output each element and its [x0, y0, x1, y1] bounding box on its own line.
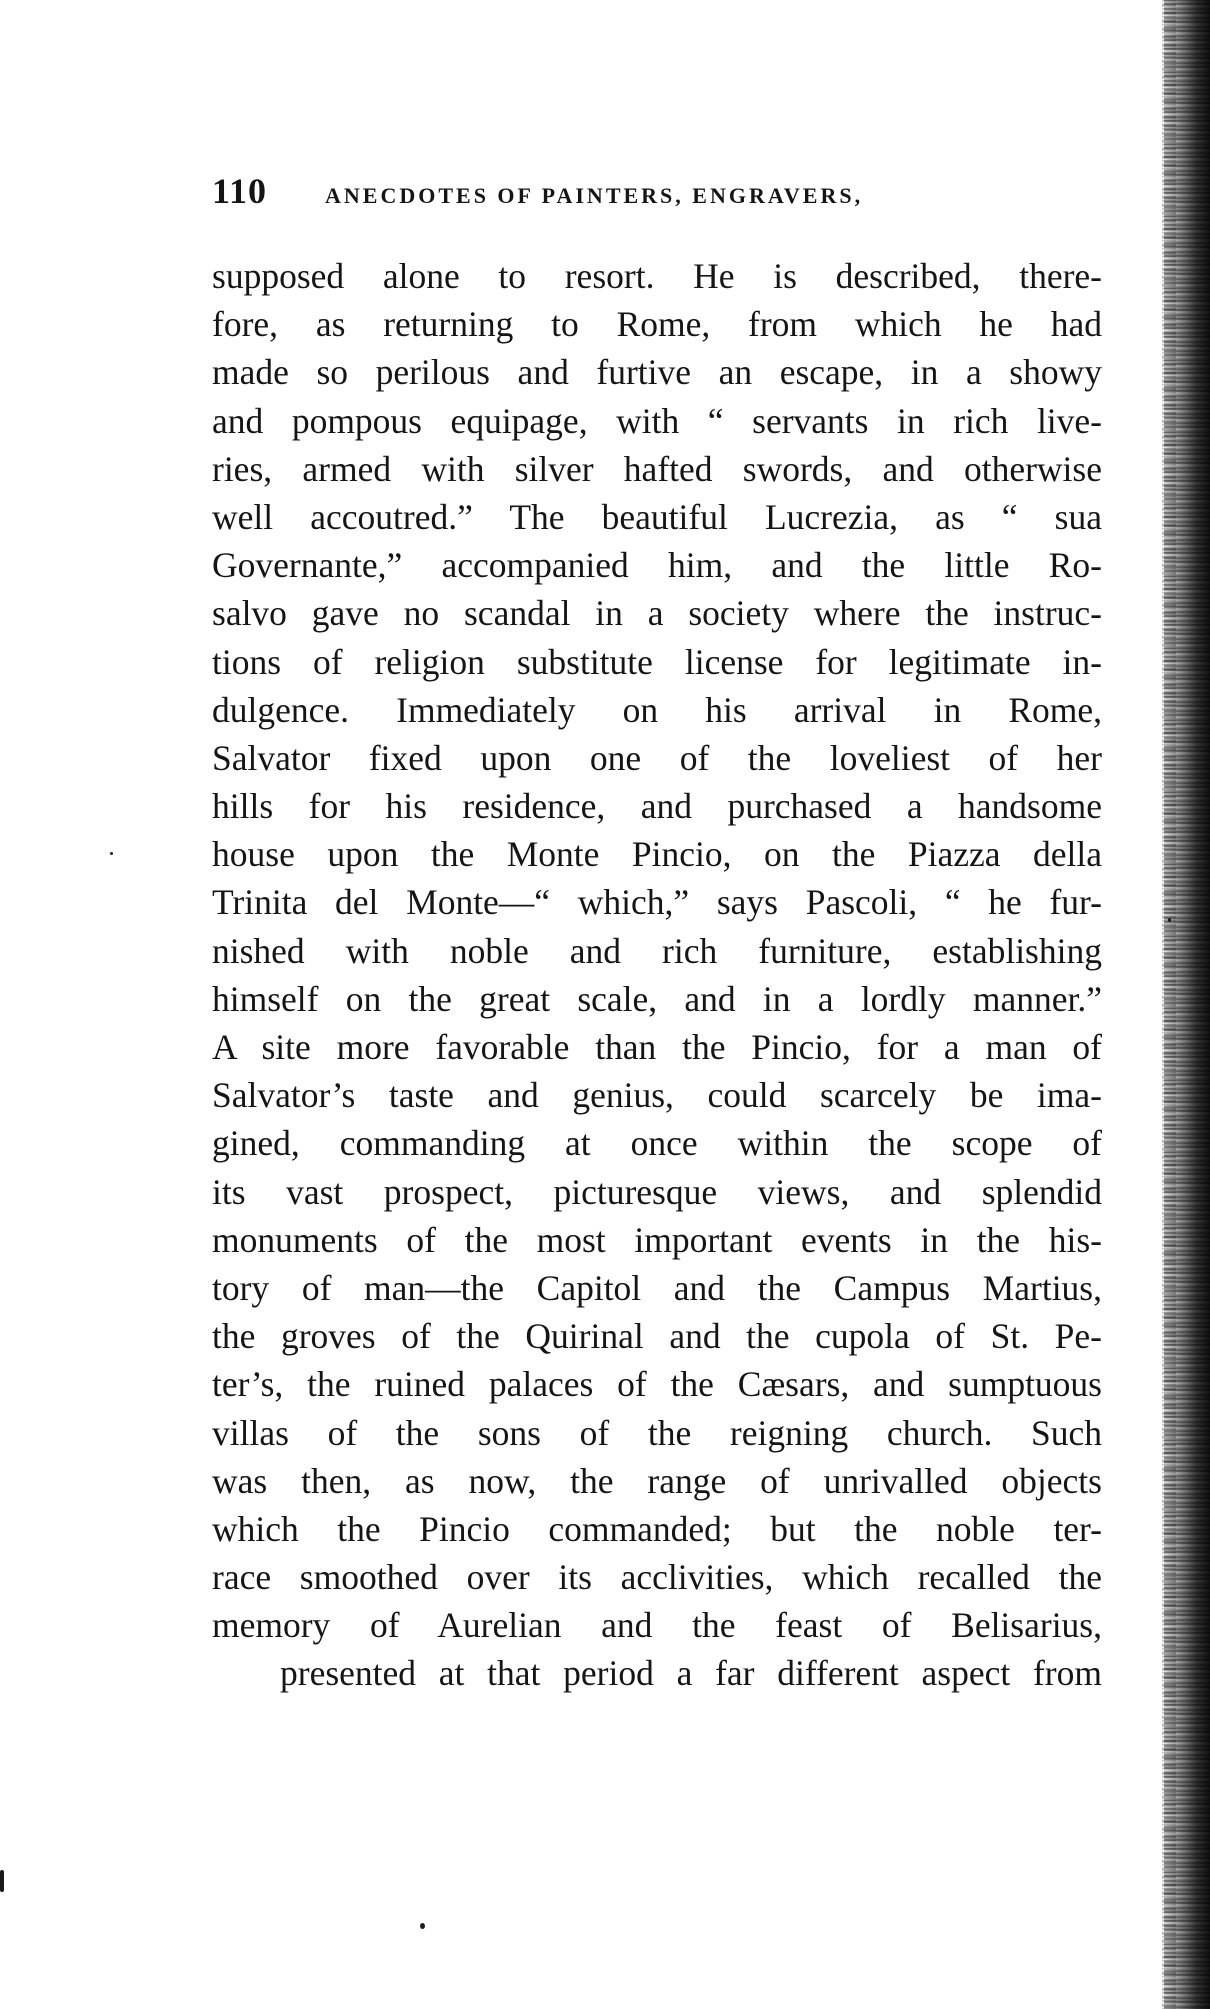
text-line: salvo gave no scandal in a society where the instruc-	[212, 593, 1102, 634]
page-header	[212, 170, 1112, 220]
text-line: which the Pincio commanded; but the noble ter-	[212, 1508, 1102, 1549]
text-line: tory of man—the Capitol and the Campus Martius,	[212, 1267, 1102, 1308]
text-line: well accoutred.” The beautiful Lucrezia, as “ sua	[212, 496, 1102, 537]
text-line: gined, commanding at once within the scope of	[212, 1123, 1102, 1164]
text-line: memory of Aurelian and the feast of Belisarius,	[212, 1605, 1102, 1646]
text-line: A site more favorable than the Pincio, for a man of	[212, 1027, 1102, 1067]
page-number: 110	[212, 171, 268, 211]
page-edge-texture	[1162, 0, 1176, 2009]
text-line: supposed alone to resort. He is described, there-	[212, 256, 1102, 296]
print-speck	[420, 1923, 425, 1929]
text-line: made so perilous and furtive an escape, in a showy	[212, 352, 1102, 393]
text-line: fore, as returning to Rome, from which he had	[212, 304, 1102, 345]
text-line: hills for his residence, and purchased a handsome	[212, 786, 1102, 827]
text-line: Governante,” accompanied him, and the little Ro-	[212, 545, 1102, 586]
text-line: monuments of the most important events in the his-	[212, 1219, 1102, 1260]
print-speck	[0, 1870, 4, 1892]
text-line: its vast prospect, picturesque views, and splendid	[212, 1171, 1102, 1212]
text-line: house upon the Monte Pincio, on the Piazza della	[212, 834, 1102, 875]
running-head: ANECDOTES OF PAINTERS, ENGRAVERS,	[325, 183, 864, 208]
text-line: ter’s, the ruined palaces of the Cæsars, and sumptuous	[212, 1364, 1102, 1405]
text-line: Trinita del Monte—“ which,” says Pascoli, “ he fur-	[212, 882, 1102, 923]
print-speck	[1168, 918, 1171, 922]
text-line: presented at that period a far different aspect from	[280, 1653, 1102, 1694]
text-line: villas of the sons of the reigning church. Such	[212, 1412, 1102, 1453]
text-line: dulgence. Immediately on his arrival in Rome,	[212, 689, 1102, 730]
print-speck	[110, 852, 113, 855]
text-line: tions of religion substitute license for legitimate in-	[212, 641, 1102, 682]
text-line: the groves of the Quirinal and the cupola of St. Pe-	[212, 1316, 1102, 1357]
text-line: himself on the great scale, and in a lordly manner.”	[212, 978, 1102, 1019]
text-line: Salvator’s taste and genius, could scarcely be ima-	[212, 1075, 1102, 1116]
text-line: nished with noble and rich furniture, establishing	[212, 930, 1102, 971]
text-line: race smoothed over its acclivities, which recalled the	[212, 1557, 1102, 1598]
text-line: Salvator fixed upon one of the loveliest of her	[212, 737, 1102, 778]
text-line: was then, as now, the range of unrivalled objects	[212, 1460, 1102, 1501]
text-line: and pompous equipage, with “ servants in rich live-	[212, 400, 1102, 441]
text-line: ries, armed with silver hafted swords, and otherwise	[212, 448, 1102, 489]
body-text	[212, 252, 1102, 1698]
